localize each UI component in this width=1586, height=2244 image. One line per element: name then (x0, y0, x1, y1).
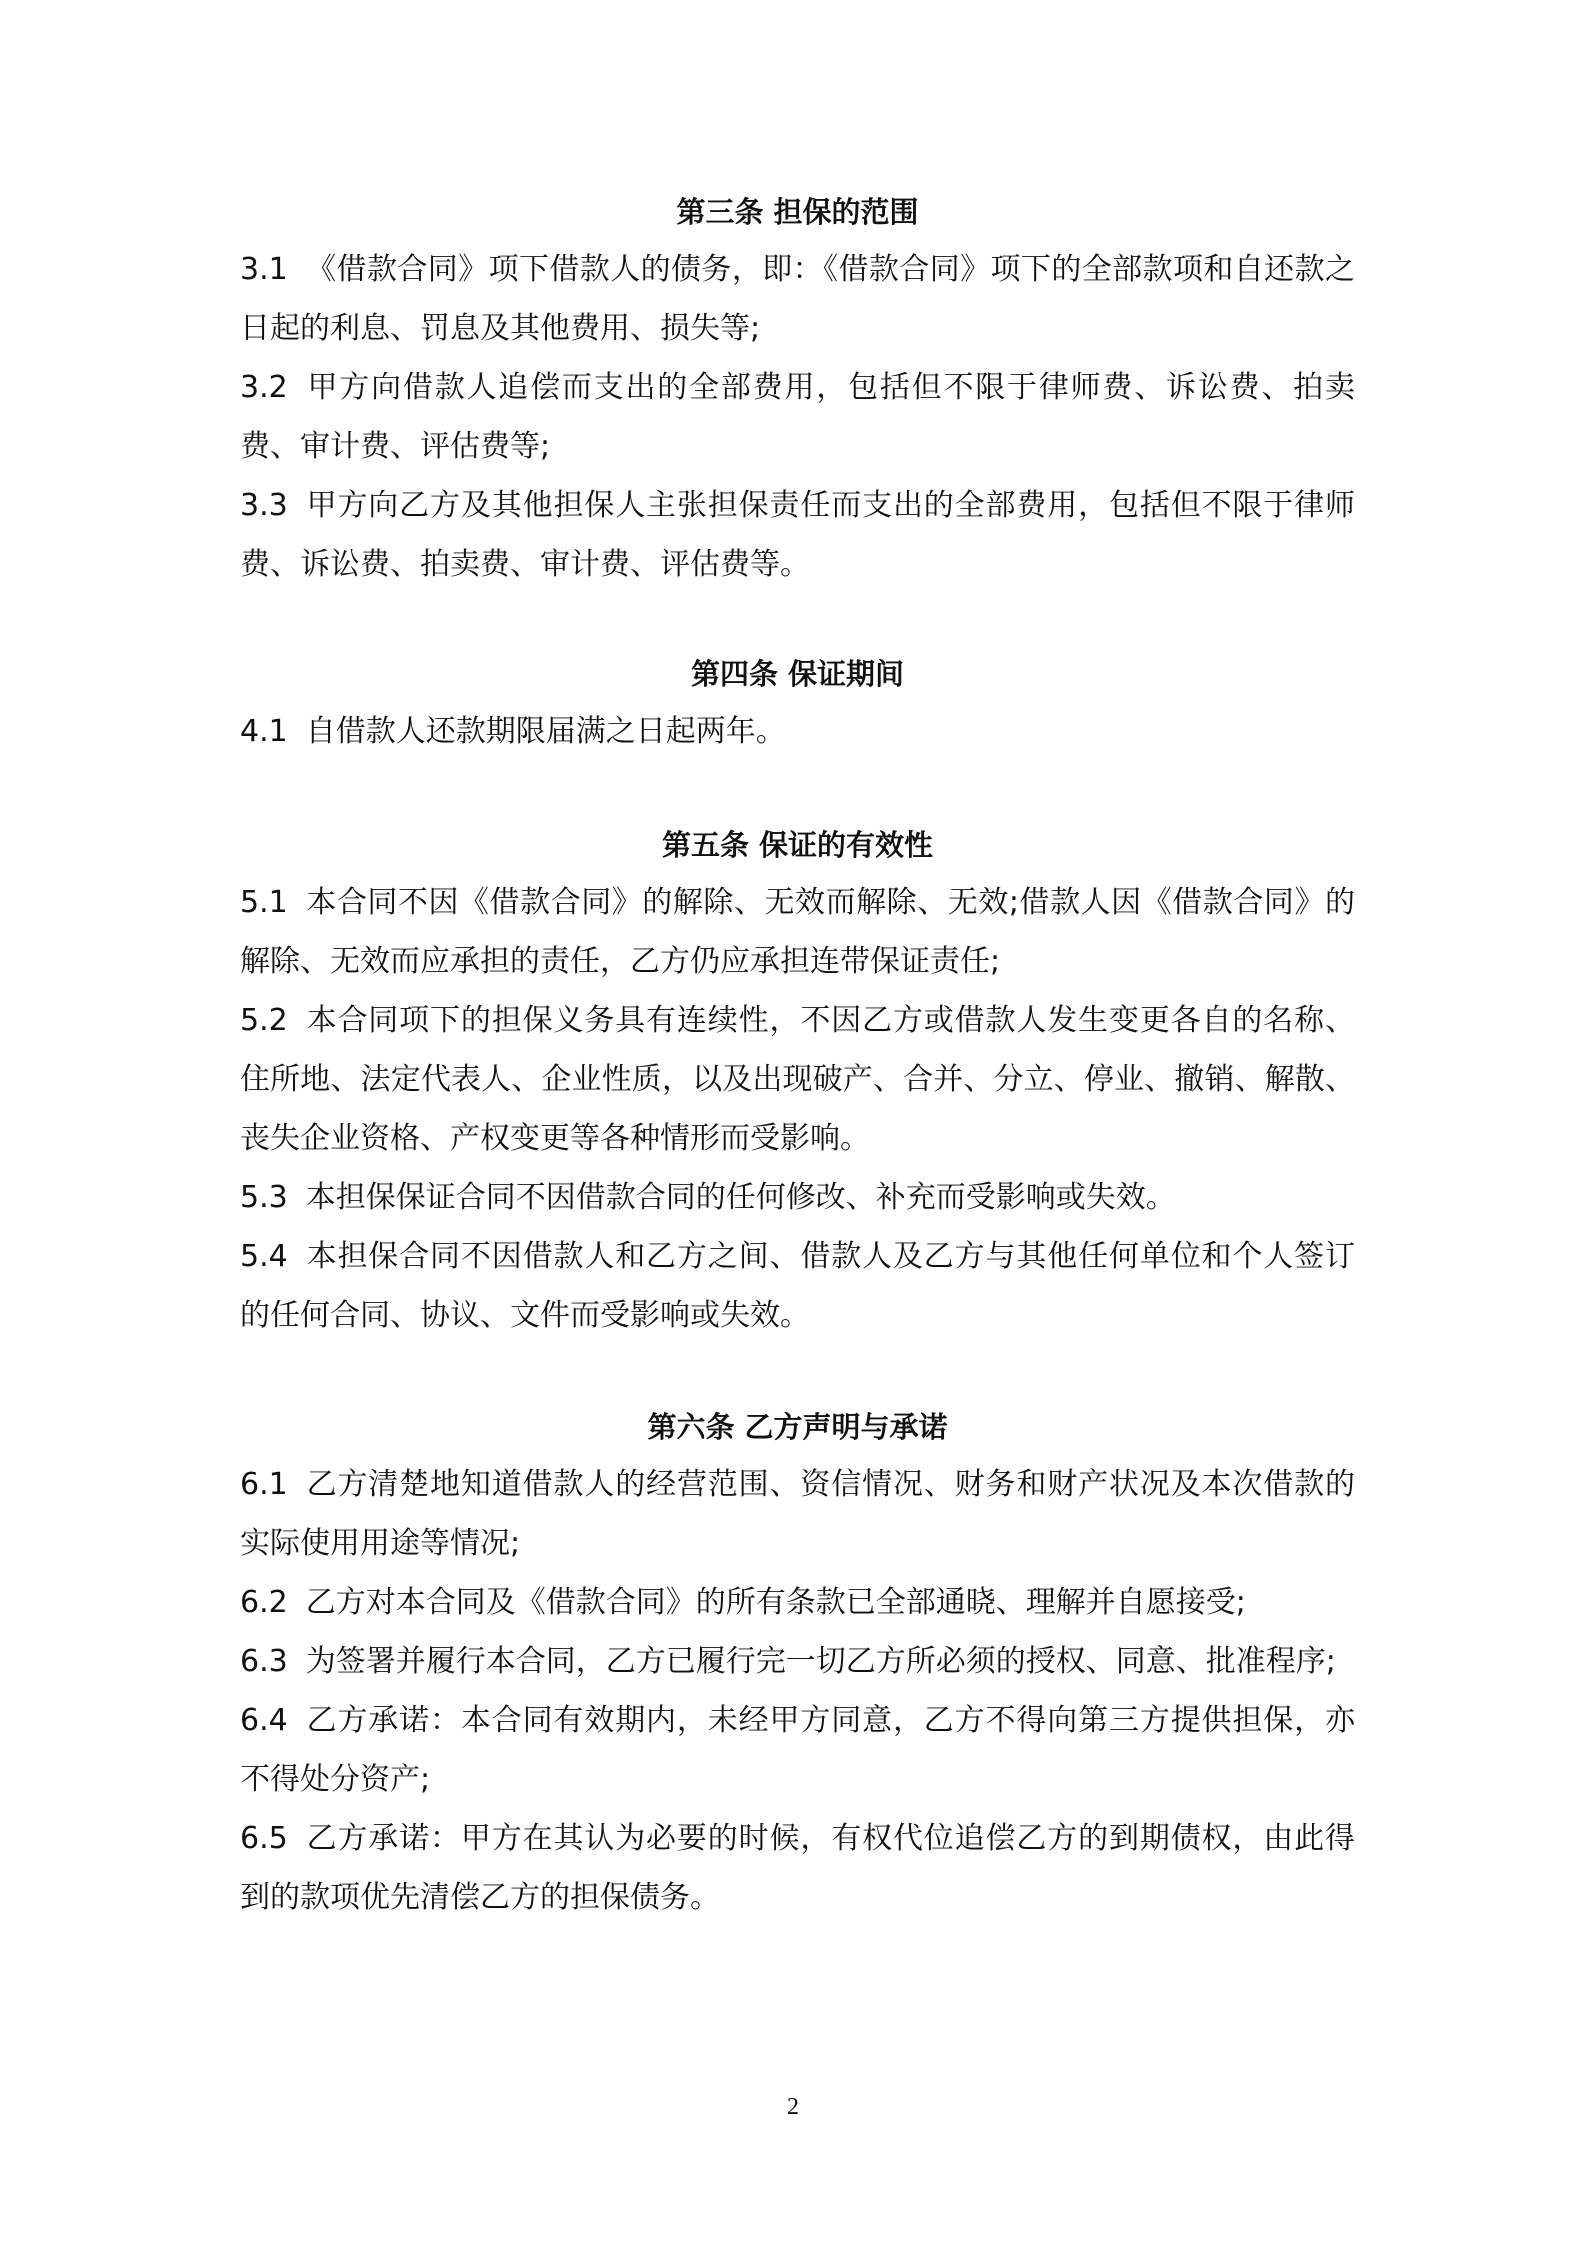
page-number: 2 (787, 2094, 799, 2120)
article-heading: 第四条 保证期间 (690, 657, 905, 691)
article-6 (240, 1405, 1355, 1927)
article-5 (240, 823, 1355, 1345)
clause-text: 《借款合同》项下借款人的债务，即：《借款合同》项下的全部款项和自还款之日起的利息、罚息及其他费用、损失等; (240, 252, 1355, 346)
article-heading: 第五条 保证的有效性 (661, 828, 934, 862)
clause-6-4 (240, 1691, 1355, 1809)
clause-text: 乙方对本合同及《借款合同》的所有条款已全部通晓、理解并自愿接受; (305, 1585, 1246, 1620)
clause-text: 本合同不因《借款合同》的解除、无效而解除、无效;借款人因《借款合同》的解除、无效而应承担的责任，乙方仍应承担连带保证责任; (240, 885, 1355, 979)
clause-4-1 (240, 702, 1355, 761)
clause-6-2 (240, 1573, 1355, 1632)
clause-3-3 (240, 476, 1355, 594)
clause-number: 5.1 (240, 885, 288, 920)
article-heading: 第六条 乙方声明与承诺 (647, 1410, 948, 1444)
clause-number: 4.1 (240, 714, 288, 749)
clause-number: 5.2 (240, 1003, 288, 1038)
clause-3-2 (240, 358, 1355, 476)
clause-6-1 (240, 1455, 1355, 1573)
clause-text: 本合同项下的担保义务具有连续性，不因乙方或借款人发生变更各自的名称、住所地、法定代表人、企业性质，以及出现破产、合并、分立、停业、撤销、解散、丧失企业资格、产权变更等各种情形而受影响。 (240, 1003, 1355, 1156)
article-heading: 第三条 担保的范围 (676, 195, 919, 229)
article-4 (240, 652, 1355, 761)
clause-number: 6.1 (240, 1467, 288, 1502)
clause-text: 自借款人还款期限届满之日起两年。 (305, 714, 786, 749)
clause-text: 甲方向乙方及其他担保人主张担保责任而支出的全部费用，包括但不限于律师费、诉讼费、拍卖费、审计费、评估费等。 (240, 488, 1355, 582)
clause-number: 6.3 (240, 1644, 288, 1679)
clause-5-3 (240, 1168, 1355, 1227)
clause-text: 乙方承诺：甲方在其认为必要的时候，有权代位追偿乙方的到期债权，由此得到的款项优先清偿乙方的担保债务。 (240, 1821, 1355, 1915)
clause-6-5 (240, 1809, 1355, 1927)
clause-number: 6.4 (240, 1703, 288, 1738)
clause-number: 5.4 (240, 1239, 288, 1274)
clause-text: 本担保保证合同不因借款合同的任何修改、补充而受影响或失效。 (305, 1180, 1176, 1215)
clause-number: 3.2 (240, 370, 288, 405)
clause-5-1 (240, 873, 1355, 991)
section-spacer (240, 761, 1355, 823)
clause-5-2 (240, 991, 1355, 1168)
clause-number: 6.2 (240, 1585, 288, 1620)
clause-number: 3.1 (240, 252, 288, 287)
clause-text: 本担保合同不因借款人和乙方之间、借款人及乙方与其他任何单位和个人签订的任何合同、协议、文件而受影响或失效。 (240, 1239, 1355, 1333)
clause-number: 5.3 (240, 1180, 288, 1215)
clause-5-4 (240, 1227, 1355, 1345)
section-spacer (240, 594, 1355, 652)
clause-text: 为签署并履行本合同，乙方已履行完一切乙方所必须的授权、同意、批准程序; (305, 1644, 1336, 1679)
clause-number: 6.5 (240, 1821, 288, 1856)
clause-text: 甲方向借款人追偿而支出的全部费用，包括但不限于律师费、诉讼费、拍卖费、审计费、评估费等; (240, 370, 1355, 464)
clause-number: 3.3 (240, 488, 288, 523)
clause-3-1 (240, 240, 1355, 358)
clause-text: 乙方清楚地知道借款人的经营范围、资信情况、财务和财产状况及本次借款的实际使用用途等情况; (240, 1467, 1355, 1561)
document-body (240, 190, 1355, 1927)
clause-6-3 (240, 1632, 1355, 1691)
article-3 (240, 190, 1355, 594)
section-spacer (240, 1345, 1355, 1405)
clause-text: 乙方承诺：本合同有效期内，未经甲方同意，乙方不得向第三方提供担保，亦不得处分资产; (240, 1703, 1355, 1797)
